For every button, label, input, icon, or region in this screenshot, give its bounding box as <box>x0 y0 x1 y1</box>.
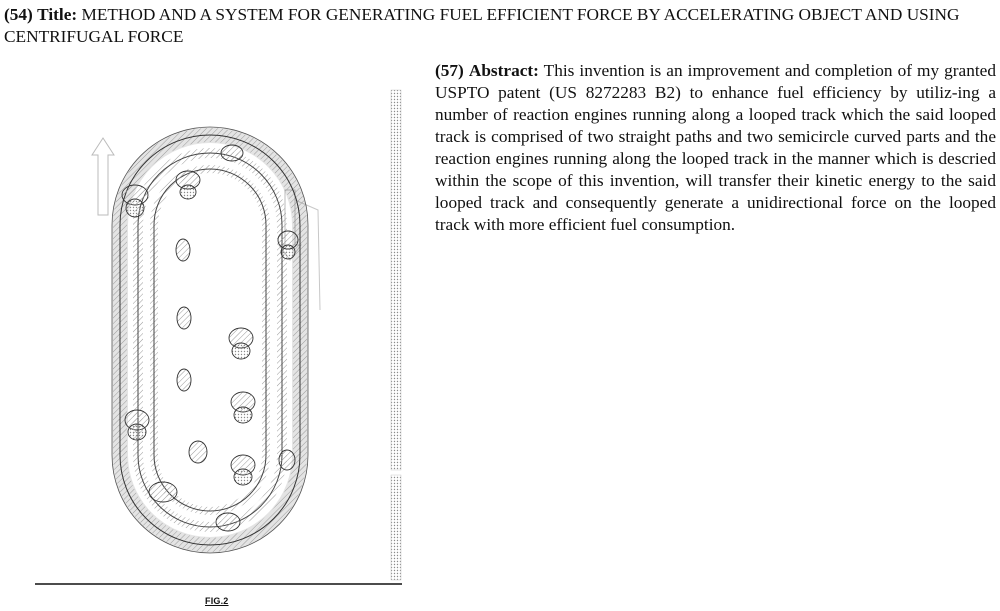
engine-icon <box>177 307 191 329</box>
patent-title <box>4 4 996 48</box>
title-text: METHOD AND A SYSTEM FOR GENERATING FUEL EFFICIENT FORCE BY ACCELERATING OBJECT AND USING CENTRIFUGAL FORCE <box>4 5 960 46</box>
engine-icon <box>279 450 295 470</box>
engine-icon <box>229 328 253 359</box>
engine-icon <box>231 455 255 485</box>
patent-figure <box>0 80 420 611</box>
reaction-engines <box>122 145 298 531</box>
patent-abstract <box>435 60 996 236</box>
engine-icon <box>176 171 200 199</box>
abstract-number: (57) <box>435 61 464 80</box>
left-arrow-icon <box>92 138 114 215</box>
engine-icon <box>149 482 177 502</box>
engine-icon <box>176 239 190 261</box>
title-label: Title: <box>37 5 78 24</box>
looped-track-drawing <box>0 80 420 611</box>
title-number: (54) <box>4 5 33 24</box>
figure-caption: FIG.2 <box>205 596 229 606</box>
engine-icon <box>221 145 243 161</box>
abstract-text: This invention is an improvement and completion of my granted USPTO patent (US 8272283 B2) to enhance fuel efficiency by utiliz-ing a number of reaction engines running along a looped track which the said looped track is comprised of two straight paths and two semicircle curved parts and the reaction engines running along the looped track in the manner which is descried within the scope of this invention, will transfer their kinetic energy to the said looped track and consequently generate a unidirectional force on the looped track with more efficient fuel consumption. <box>435 61 996 234</box>
scale-strip <box>391 90 401 470</box>
engine-icon <box>216 513 240 531</box>
engine-icon <box>177 369 191 391</box>
abstract-label: Abstract: <box>468 61 539 80</box>
engine-icon <box>231 392 255 423</box>
engine-icon <box>125 410 149 440</box>
scale-strip-lower <box>391 475 401 580</box>
engine-icon <box>189 441 207 463</box>
